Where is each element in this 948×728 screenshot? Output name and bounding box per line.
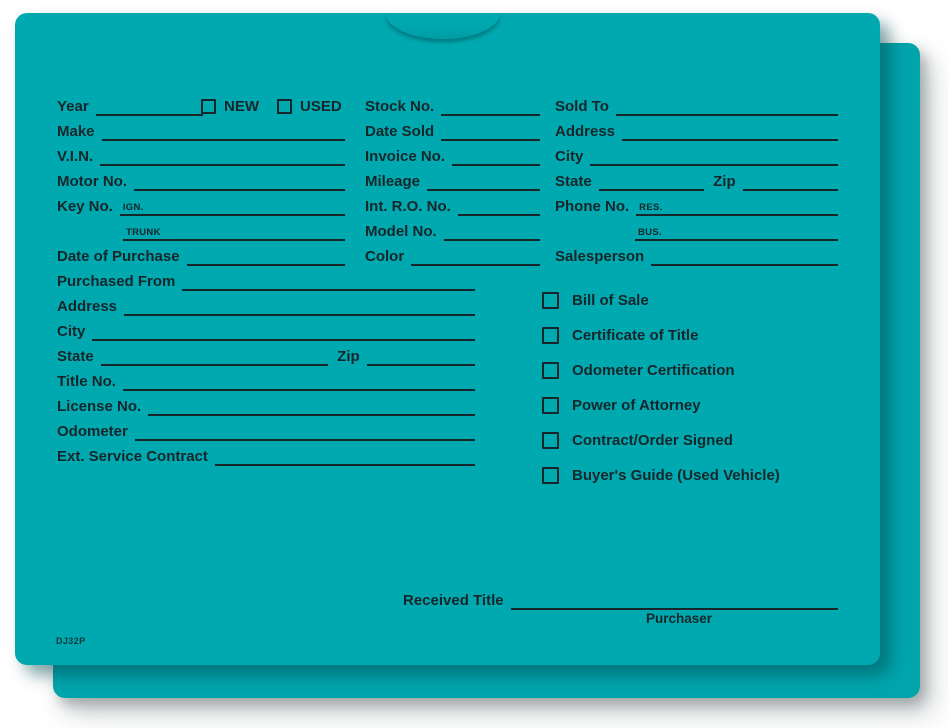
odometer-certification-label: Odometer Certification xyxy=(572,362,735,379)
field-sold-to xyxy=(555,97,838,116)
date-of-purchase-label: Date of Purchase xyxy=(57,248,180,265)
seller-address-label: Address xyxy=(57,298,118,315)
field-seller-address xyxy=(57,297,475,316)
field-license-no xyxy=(57,397,475,416)
used-label: USED xyxy=(300,98,342,115)
seller-zip-line[interactable] xyxy=(367,349,475,366)
date-of-purchase-line[interactable] xyxy=(187,249,345,266)
model-no-line[interactable] xyxy=(444,224,540,241)
motor-no-line[interactable] xyxy=(134,174,345,191)
field-ext-service-contract xyxy=(57,447,475,466)
year-label: Year xyxy=(57,98,89,115)
ign-label: IGN. xyxy=(122,202,144,213)
field-odometer xyxy=(57,422,475,441)
buyer-city-label: City xyxy=(555,148,584,165)
power-of-attorney-checkbox[interactable] xyxy=(542,397,559,414)
doc-item-bill-of-sale xyxy=(542,290,649,311)
phone-no-label: Phone No. xyxy=(555,198,630,215)
field-received-title xyxy=(403,591,838,610)
field-date-of-purchase xyxy=(57,247,345,266)
doc-item-buyers-guide xyxy=(542,465,780,486)
int-ro-no-label: Int. R.O. No. xyxy=(365,198,451,215)
certificate-of-title-checkbox[interactable] xyxy=(542,327,559,344)
mileage-label: Mileage xyxy=(365,173,421,190)
salesperson-label: Salesperson xyxy=(555,248,645,265)
sold-to-label: Sold To xyxy=(555,98,609,115)
seller-state-label: State xyxy=(57,348,94,365)
purchaser-label: Purchaser xyxy=(645,611,713,626)
ext-service-contract-line[interactable] xyxy=(215,449,475,466)
salesperson-line[interactable] xyxy=(651,249,838,266)
power-of-attorney-label: Power of Attorney xyxy=(572,397,701,414)
field-vin xyxy=(57,147,345,166)
invoice-no-line[interactable] xyxy=(452,149,540,166)
bus-label: BUS. xyxy=(638,227,662,238)
used-checkbox[interactable] xyxy=(277,99,292,114)
buyers-guide-label: Buyer's Guide (Used Vehicle) xyxy=(572,467,780,484)
field-buyer-address xyxy=(555,122,838,141)
trunk-label: TRUNK xyxy=(126,227,161,238)
vin-line[interactable] xyxy=(100,149,345,166)
buyer-state-label: State xyxy=(555,173,592,190)
received-title-label: Received Title xyxy=(403,592,504,609)
contract-order-signed-checkbox[interactable] xyxy=(542,432,559,449)
field-key-no-trunk xyxy=(123,222,345,241)
buyer-address-line[interactable] xyxy=(622,124,838,141)
invoice-no-label: Invoice No. xyxy=(365,148,446,165)
seller-address-line[interactable] xyxy=(124,299,475,316)
field-seller-city xyxy=(57,322,475,341)
buyer-city-line[interactable] xyxy=(590,149,838,166)
certificate-of-title-label: Certificate of Title xyxy=(572,327,699,344)
date-sold-line[interactable] xyxy=(441,124,540,141)
date-sold-label: Date Sold xyxy=(365,123,435,140)
title-no-line[interactable] xyxy=(123,374,475,391)
seller-state-line[interactable] xyxy=(101,349,328,366)
ext-service-contract-label: Ext. Service Contract xyxy=(57,448,208,465)
license-no-line[interactable] xyxy=(148,399,475,416)
field-make xyxy=(57,122,345,141)
seller-zip-label: Zip xyxy=(337,348,360,365)
int-ro-no-line[interactable] xyxy=(458,199,540,216)
year-line[interactable] xyxy=(96,99,203,116)
field-int-ro-no xyxy=(365,197,540,216)
make-label: Make xyxy=(57,123,95,140)
field-buyer-state-zip xyxy=(555,172,838,191)
received-title-line[interactable] xyxy=(511,593,838,610)
doc-item-certificate-of-title xyxy=(542,325,698,346)
field-year xyxy=(57,97,203,116)
field-purchased-from xyxy=(57,272,475,291)
purchased-from-label: Purchased From xyxy=(57,273,176,290)
field-date-sold xyxy=(365,122,540,141)
buyer-zip-line[interactable] xyxy=(743,174,838,191)
buyer-state-line[interactable] xyxy=(599,174,704,191)
new-checkbox[interactable] xyxy=(201,99,216,114)
vin-label: V.I.N. xyxy=(57,148,94,165)
model-no-label: Model No. xyxy=(365,223,437,240)
buyer-zip-label: Zip xyxy=(713,173,736,190)
buyer-address-label: Address xyxy=(555,123,616,140)
new-label: NEW xyxy=(224,98,259,115)
phone-res-line[interactable] xyxy=(636,199,838,216)
field-buyer-city xyxy=(555,147,838,166)
deal-jacket-envelope xyxy=(15,13,880,665)
odometer-label: Odometer xyxy=(57,423,128,440)
product-code: DJ32P xyxy=(56,636,86,646)
title-no-label: Title No. xyxy=(57,373,116,390)
field-phone-res xyxy=(555,197,838,216)
field-seller-state-zip xyxy=(57,347,475,366)
bill-of-sale-label: Bill of Sale xyxy=(572,292,649,309)
thumb-notch xyxy=(386,13,500,39)
field-mileage xyxy=(365,172,540,191)
doc-item-power-of-attorney xyxy=(542,395,701,416)
odometer-line[interactable] xyxy=(135,424,475,441)
phone-bus-line[interactable] xyxy=(635,224,838,241)
field-color xyxy=(365,247,540,266)
contract-order-signed-label: Contract/Order Signed xyxy=(572,432,733,449)
field-invoice-no xyxy=(365,147,540,166)
mileage-line[interactable] xyxy=(427,174,540,191)
bill-of-sale-checkbox[interactable] xyxy=(542,292,559,309)
color-label: Color xyxy=(365,248,405,265)
stock-no-line[interactable] xyxy=(441,99,540,116)
license-no-label: License No. xyxy=(57,398,142,415)
seller-city-label: City xyxy=(57,323,86,340)
odometer-certification-checkbox[interactable] xyxy=(542,362,559,379)
field-motor-no xyxy=(57,172,345,191)
key-no-label: Key No. xyxy=(57,198,113,215)
color-line[interactable] xyxy=(411,249,540,266)
stock-no-label: Stock No. xyxy=(365,98,435,115)
res-label: RES. xyxy=(639,202,663,213)
field-salesperson xyxy=(555,247,838,266)
key-no-ign-line[interactable] xyxy=(120,199,345,216)
buyers-guide-checkbox[interactable] xyxy=(542,467,559,484)
field-title-no xyxy=(57,372,475,391)
field-phone-bus xyxy=(635,222,838,241)
purchased-from-line[interactable] xyxy=(182,274,475,291)
doc-item-odometer-certification xyxy=(542,360,735,381)
doc-item-contract-order-signed xyxy=(542,430,733,451)
make-line[interactable] xyxy=(102,124,345,141)
sold-to-line[interactable] xyxy=(616,99,838,116)
field-model-no xyxy=(365,222,540,241)
motor-no-label: Motor No. xyxy=(57,173,127,190)
key-no-trunk-line[interactable] xyxy=(123,224,345,241)
new-used-options xyxy=(201,97,342,116)
seller-city-line[interactable] xyxy=(92,324,475,341)
field-key-no-ign xyxy=(57,197,345,216)
field-stock-no xyxy=(365,97,540,116)
